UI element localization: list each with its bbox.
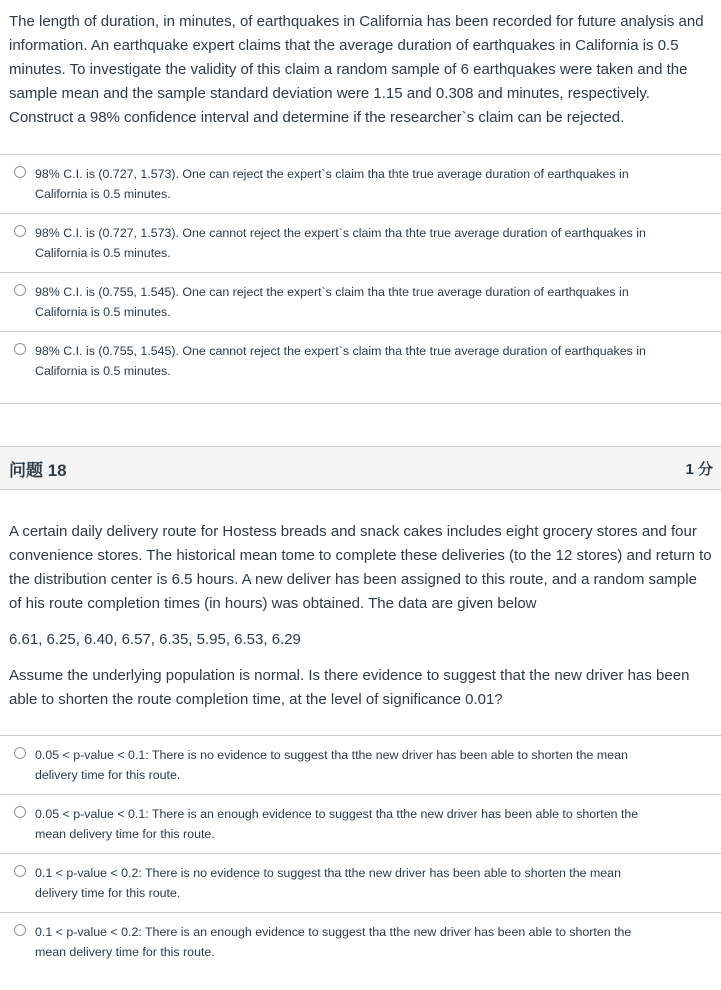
- answer-label: [35, 804, 638, 844]
- answer-label: [35, 282, 629, 322]
- answer-option[interactable]: [0, 912, 721, 971]
- answer-line: California is 0.5 minutes.: [35, 246, 171, 260]
- radio-button[interactable]: [14, 865, 26, 877]
- answer-option[interactable]: [0, 853, 721, 912]
- answer-option[interactable]: [0, 213, 721, 272]
- answer-line: mean delivery time for this route.: [35, 945, 215, 959]
- answer-line: mean delivery time for this route.: [35, 827, 215, 841]
- answer-line: 98% C.I. is (0.755, 1.545). One can reject the expert`s claim tha thte true average duration of earthquakes in: [35, 285, 629, 299]
- question-points: 1 分: [685, 460, 713, 478]
- answer-option[interactable]: [0, 331, 721, 390]
- radio-button[interactable]: [14, 343, 26, 355]
- radio-button[interactable]: [14, 924, 26, 936]
- answer-line: California is 0.5 minutes.: [35, 187, 171, 201]
- answer-line: 98% C.I. is (0.727, 1.573). One can reject the expert`s claim tha thte true average duration of earthquakes in: [35, 167, 629, 181]
- question-title: 问题 18: [9, 460, 67, 480]
- radio-button[interactable]: [14, 747, 26, 759]
- question-18-paragraph: A certain daily delivery route for Hostess breads and snack cakes includes eight grocery stores and four convenience stores. The historical mean tome to complete these deliveries (to the 12 stores) and return to the distribution center is 6.5 hours. A new deliver has been assigned to this route, and a random sample of his route completion times (in hours) was obtained. The data are given below: [9, 523, 712, 612]
- answer-option[interactable]: [0, 794, 721, 853]
- answer-line: California is 0.5 minutes.: [35, 364, 171, 378]
- question-18-paragraph-2: Assume the underlying population is normal. Is there evidence to suggest that the new driver has been able to shorten the route completion time, at the level of significance 0.01?: [9, 667, 690, 708]
- answer-option[interactable]: [0, 272, 721, 331]
- answer-label: [35, 922, 631, 962]
- answer-option[interactable]: [0, 154, 721, 213]
- answer-line: 98% C.I. is (0.755, 1.545). One cannot reject the expert`s claim tha thte true average duration of earthquakes in: [35, 344, 646, 358]
- answer-line: California is 0.5 minutes.: [35, 305, 171, 319]
- question-17-paragraph: The length of duration, in minutes, of earthquakes in California has been recorded for future analysis and information. An earthquake expert claims that the average duration of earthquakes in California is 0.5 minutes. To investigate the validity of this claim a random sample of 6 earthquakes were taken and the sample mean and the sample standard deviation were 1.15 and 0.308 and minutes, respectively. Construct a 98% confidence interval and determine if the researcher`s claim can be rejected.: [9, 13, 704, 126]
- answer-label: [35, 863, 621, 903]
- radio-button[interactable]: [14, 166, 26, 178]
- answer-line: 0.1 < p-value < 0.2: There is an enough evidence to suggest tha tthe new driver has been able to shorten the: [35, 925, 632, 939]
- question-17-text: [0, 0, 721, 130]
- question-17: [0, 0, 721, 390]
- answer-line: 0.1 < p-value < 0.2: There is no evidence to suggest tha tthe new driver has been able to shorten the mean: [35, 866, 621, 880]
- answer-line: delivery time for this route.: [35, 768, 181, 782]
- answer-label: [35, 223, 646, 263]
- answer-label: [35, 745, 628, 785]
- question-header: [0, 446, 721, 490]
- question-18: [0, 446, 721, 971]
- question-17-answers: [0, 154, 721, 390]
- answer-option[interactable]: [0, 735, 721, 794]
- answer-line: 98% C.I. is (0.727, 1.573). One cannot reject the expert`s claim tha thte true average duration of earthquakes in: [35, 226, 646, 240]
- answer-label: [35, 164, 629, 204]
- answer-line: delivery time for this route.: [35, 886, 181, 900]
- radio-button[interactable]: [14, 806, 26, 818]
- question-divider: [0, 403, 721, 404]
- answer-line: 0.05 < p-value < 0.1: There is an enough evidence to suggest tha tthe new driver has been able to shorten the: [35, 807, 639, 821]
- question-18-answers: [0, 735, 721, 971]
- radio-button[interactable]: [14, 284, 26, 296]
- radio-button[interactable]: [14, 225, 26, 237]
- question-18-text: [0, 490, 721, 712]
- question-18-data: 6.61, 6.25, 6.40, 6.57, 6.35, 5.95, 6.53, 6.29: [9, 631, 301, 648]
- answer-line: 0.05 < p-value < 0.1: There is no evidence to suggest tha tthe new driver has been able to shorten the mean: [35, 748, 628, 762]
- answer-label: [35, 341, 646, 381]
